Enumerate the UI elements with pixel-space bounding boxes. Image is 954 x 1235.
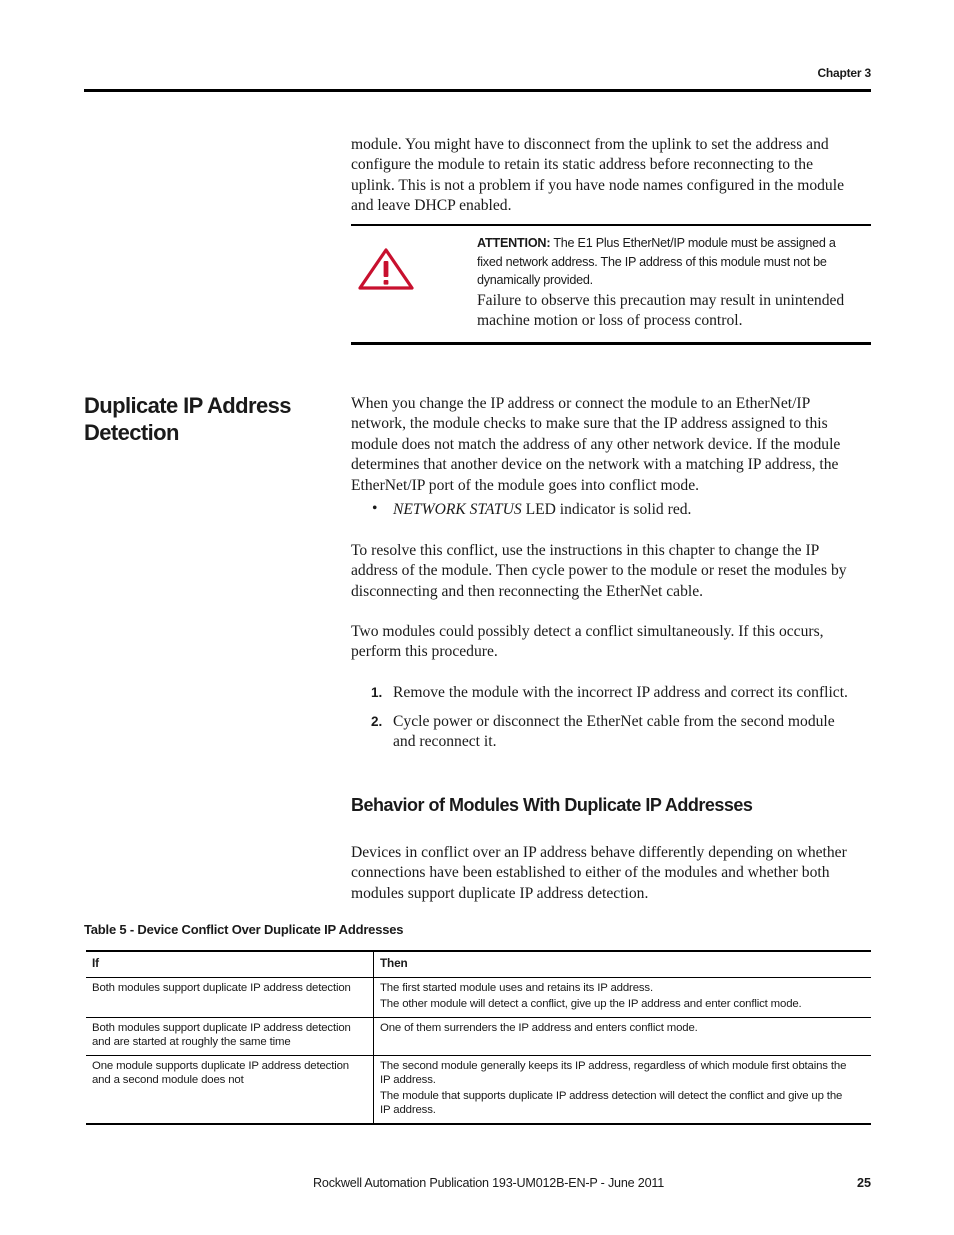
cell-line: The second module generally keeps its IP address, regardless of which module first obtains the bbox=[380, 1060, 847, 1072]
cell-line: The other module will detect a conflict, give up the IP address and enter conflict mode. bbox=[380, 998, 802, 1010]
attention-rule-top bbox=[351, 224, 871, 226]
bullet-item bbox=[393, 500, 691, 520]
cell-line: IP address. bbox=[380, 1074, 436, 1086]
paragraph-line: network, the module checks to make sure that the IP address assigned to this bbox=[351, 415, 828, 433]
paragraph-line: To resolve this conflict, use the instructions in this chapter to change the IP bbox=[351, 542, 820, 559]
then-cell bbox=[374, 1018, 872, 1056]
attention-text-line: The E1 Plus EtherNet/IP module must be assigned a bbox=[550, 236, 836, 250]
cell-line: and a second module does not bbox=[92, 1074, 244, 1086]
cell-line: and are started at roughly the same time bbox=[92, 1036, 291, 1048]
paragraph-line: module does not match the address of any other network device. If the module bbox=[351, 435, 841, 453]
section-title-line: Duplicate IP Address bbox=[84, 393, 291, 418]
detection-paragraph bbox=[351, 394, 871, 496]
cell-line: The first started module uses and retains its IP address. bbox=[380, 982, 653, 994]
if-cell bbox=[86, 1056, 374, 1125]
paragraph-line: modules support duplicate IP address detection. bbox=[351, 884, 649, 902]
resolve-paragraph bbox=[351, 541, 871, 602]
then-cell bbox=[374, 978, 872, 1018]
column-header-then: Then bbox=[374, 951, 872, 978]
intro-paragraph bbox=[351, 135, 871, 217]
intro-line: uplink. This is not a problem if you have node names configured in the module bbox=[351, 176, 844, 194]
attention-failure-note bbox=[477, 291, 871, 332]
cell-line: Both modules support duplicate IP address detection bbox=[92, 1022, 351, 1034]
paragraph-line: EtherNet/IP port of the module goes into conflict mode. bbox=[351, 476, 700, 494]
header-rule bbox=[84, 89, 871, 92]
attention-text-line: dynamically provided. bbox=[477, 273, 593, 288]
table-row bbox=[86, 978, 871, 1018]
paragraph-line: disconnecting and then reconnecting the EtherNet cable. bbox=[351, 582, 704, 600]
conflict-table bbox=[86, 950, 871, 1125]
bullet-italic-text: NETWORK STATUS bbox=[393, 501, 522, 518]
bullet-text: LED indicator is solid red. bbox=[521, 501, 692, 518]
section-title-line: Detection bbox=[84, 419, 179, 445]
cell-line: One of them surrenders the IP address and enters conflict mode. bbox=[380, 1022, 698, 1034]
paragraph-line: perform this procedure. bbox=[351, 643, 498, 661]
intro-line: configure the module to retain its static address before reconnecting to the bbox=[351, 156, 814, 174]
cell-line: Both modules support duplicate IP address detection bbox=[92, 982, 351, 994]
step-text bbox=[393, 683, 873, 703]
table-row bbox=[86, 1018, 871, 1056]
footer-publication: Rockwell Automation Publication 193-UM012B-EN-P - June 2011 bbox=[313, 1176, 665, 1190]
chapter-label: Chapter 3 bbox=[817, 66, 871, 80]
cell-line: The module that supports duplicate IP address detection will detect the conflict and give up the bbox=[380, 1090, 843, 1102]
bullet-symbol: • bbox=[372, 500, 378, 517]
step-line: Cycle power or disconnect the EtherNet cable from the second module bbox=[393, 713, 835, 730]
if-cell bbox=[86, 1018, 374, 1056]
warning-triangle-icon bbox=[358, 248, 414, 290]
if-cell bbox=[86, 978, 374, 1018]
subsection-title: Behavior of Modules With Duplicate IP Addresses bbox=[351, 795, 753, 815]
intro-line: and leave DHCP enabled. bbox=[351, 197, 512, 215]
paragraph-line: Devices in conflict over an IP address behave differently depending on whether bbox=[351, 844, 847, 861]
attention-text-line: fixed network address. The IP address of this module must not be bbox=[477, 254, 827, 269]
step-line: and reconnect it. bbox=[393, 733, 497, 751]
then-cell bbox=[374, 1056, 872, 1125]
paragraph-line: Two modules could possibly detect a conflict simultaneously. If this occurs, bbox=[351, 623, 824, 640]
step-number: 2. bbox=[371, 714, 383, 729]
paragraph-line: When you change the IP address or connect the module to an EtherNet/IP bbox=[351, 395, 811, 412]
behavior-paragraph bbox=[351, 843, 871, 904]
paragraph-line: address of the module. Then cycle power to the module or reset the modules by bbox=[351, 562, 847, 580]
attention-label: ATTENTION: bbox=[477, 236, 551, 250]
paragraph-line: connections have been established to either of the modules and whether both bbox=[351, 864, 830, 882]
column-header-if: If bbox=[86, 951, 374, 978]
cell-line: IP address. bbox=[380, 1104, 436, 1116]
table-header-row bbox=[86, 951, 871, 978]
step-text bbox=[393, 712, 873, 753]
attention-message bbox=[477, 234, 871, 290]
page-number: 25 bbox=[856, 1176, 871, 1190]
attention-rule-bottom bbox=[351, 342, 871, 345]
table-row bbox=[86, 1056, 871, 1125]
paragraph-line: determines that another device on the network with a matching IP address, the bbox=[351, 456, 839, 474]
table-caption: Table 5 - Device Conflict Over Duplicate IP Addresses bbox=[84, 922, 404, 937]
section-title bbox=[84, 393, 324, 446]
attention-failure-line: Failure to observe this precaution may result in unintended bbox=[477, 292, 845, 309]
step-number: 1. bbox=[371, 685, 383, 700]
attention-failure-line: machine motion or loss of process control. bbox=[477, 312, 743, 330]
step-line: Remove the module with the incorrect IP address and correct its conflict. bbox=[393, 684, 848, 701]
simultaneous-paragraph bbox=[351, 622, 871, 663]
intro-line: module. You might have to disconnect from the uplink to set the address and bbox=[351, 136, 829, 153]
cell-line: One module supports duplicate IP address detection bbox=[92, 1060, 349, 1072]
